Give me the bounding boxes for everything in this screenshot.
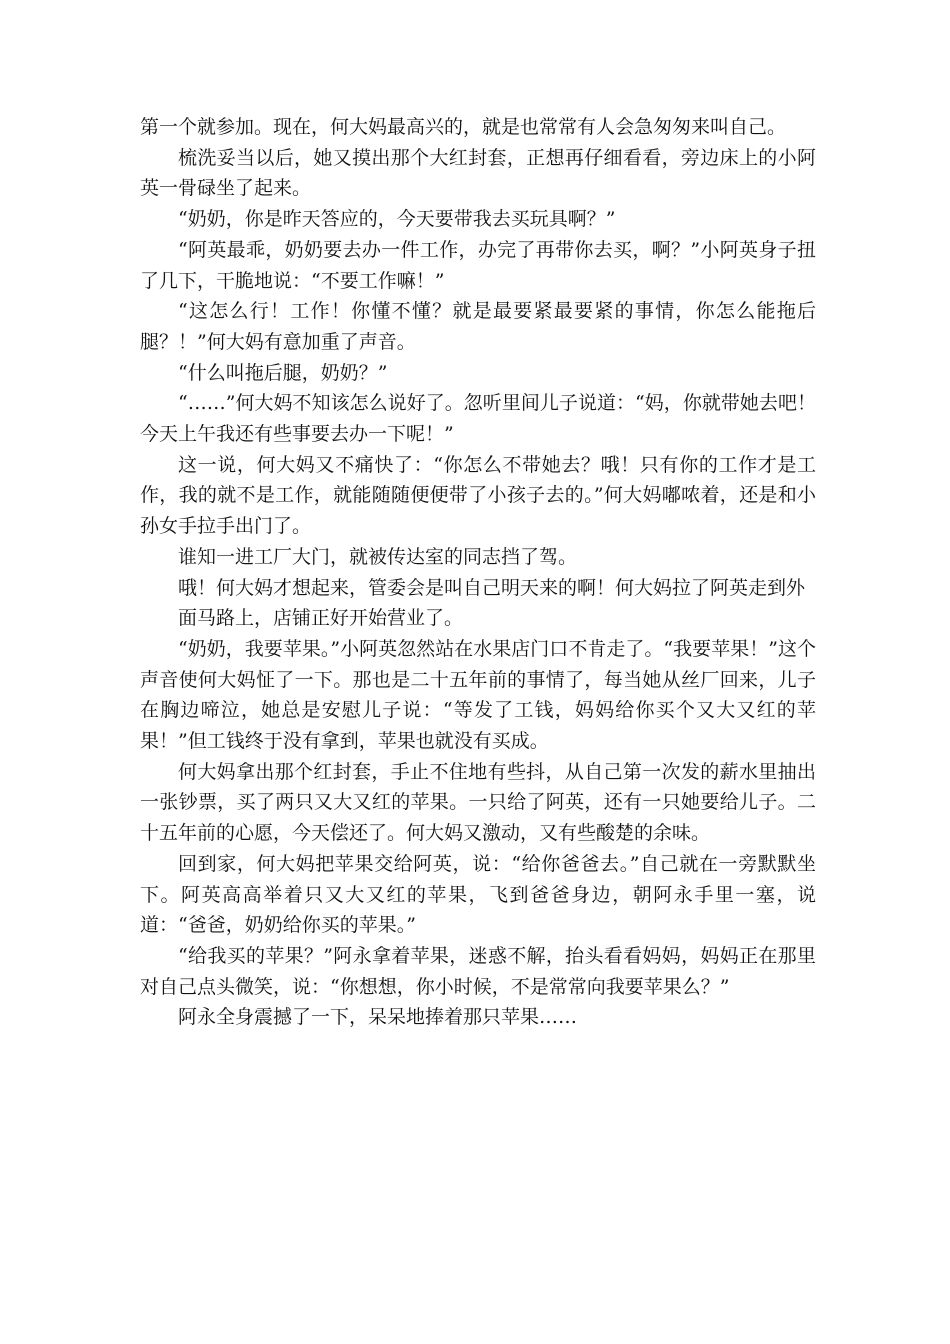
paragraph-8: 这一说，何大妈又不痛快了：“你怎么不带她去？哦！只有你的工作才是工作，我的就不是工作，就能随随便便带了小孩子去的。”何大妈嘟哝着，还是和小孙女手拉手出门了。	[140, 453, 816, 538]
paragraph-12: “奶奶，我要苹果。”小阿英忽然站在水果店门口不肯走了。“我要苹果！”这个声音使何大妈怔了一下。那也是二十五年前的事情了，每当她从丝厂回来，儿子在胸边啼泣，她总是安慰儿子说：“等发了工钱，妈妈给你买个又大又红的苹果！”但工钱终于没有拿到，苹果也就没有买成。	[140, 637, 816, 753]
paragraph-15: “给我买的苹果？”阿永拿着苹果，迷惑不解，抬头看看妈妈，妈妈正在那里对自己点头微笑，说：“你想想，你小时候，不是常常向我要苹果么？”	[140, 944, 816, 998]
paragraph-6: “什么叫拖后腿，奶奶？”	[178, 361, 388, 384]
paragraph-14: 回到家，何大妈把苹果交给阿英，说：“给你爸爸去。”自己就在一旁默默坐下。阿英高高举着只又大又红的苹果，飞到爸爸身边，朝阿永手里一塞，说道：“爸爸，奶奶给你买的苹果。”	[140, 852, 816, 937]
paragraph-7: “……”何大妈不知该怎么说好了。忽听里间儿子说道：“妈，你就带她去吧！今天上午我还有些事要去办一下呢！”	[140, 392, 816, 446]
document-page	[140, 112, 816, 1033]
paragraph-5: “这怎么行！工作！你懂不懂？就是最要紧最要紧的事情，你怎么能拖后腿？！”何大妈有意加重了声音。	[140, 300, 816, 353]
paragraph-9: 谁知一进工厂大门，就被传达室的同志挡了驾。	[178, 545, 578, 568]
paragraph-1: 第一个就参加。现在，何大妈最高兴的，就是也常常有人会急匆匆来叫自己。	[140, 116, 787, 138]
paragraph-11: 面马路上，店铺正好开始营业了。	[178, 607, 464, 630]
paragraph-10: 哦！何大妈才想起来，管委会是叫自己明天来的啊！何大妈拉了阿英走到外	[178, 576, 806, 599]
paragraph-13: 何大妈拿出那个红封套，手止不住地有些抖，从自己第一次发的薪水里抽出一张钞票，买了两只又大又红的苹果。一只给了阿英，还有一只她要给儿子。二十五年前的心愿，今天偿还了。何大妈又激动，又有些酸楚的余味。	[140, 760, 816, 845]
paragraph-4: “阿英最乖，奶奶要去办一件工作，办完了再带你去买，啊？”小阿英身子扭了几下，干脆地说：“不要工作嘛！”	[140, 238, 816, 292]
paragraph-2: 梳洗妥当以后，她又摸出那个大红封套，正想再仔细看看，旁边床上的小阿英一骨碌坐了起来。	[140, 146, 816, 200]
paragraph-16: 阿永全身震撼了一下，呆呆地捧着那只苹果……	[178, 1006, 578, 1029]
paragraph-3: “奶奶，你是昨天答应的，今天要带我去买玩具啊？”	[178, 208, 616, 231]
